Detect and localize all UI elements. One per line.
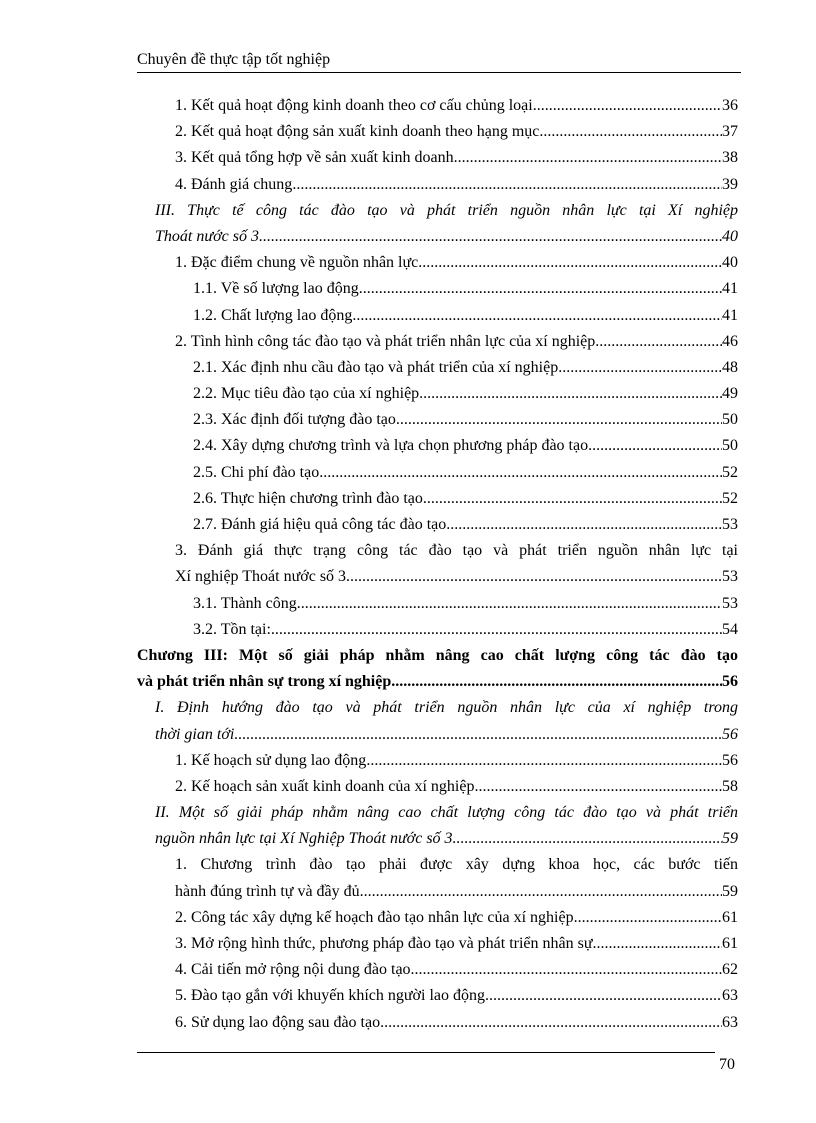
- toc-leader-dots: [234, 722, 722, 748]
- toc-entry-page: 40: [722, 227, 738, 245]
- toc-entry-title: 6. Sử dụng lao động sau đào tạo: [175, 1013, 381, 1031]
- toc-entry: [0, 381, 816, 407]
- toc-entry: [0, 722, 816, 748]
- toc-leader-dots: [292, 172, 722, 198]
- toc-entry-title: I. Định hướng đào tạo và phát triển nguồn nhân lực của xí nghiệp trong: [155, 699, 738, 717]
- toc-entry: [0, 669, 816, 695]
- toc-entry: [0, 276, 816, 302]
- toc-entry: [0, 538, 816, 564]
- toc-leader-dots: [446, 512, 722, 538]
- toc-entry-page: 61: [722, 935, 738, 952]
- toc-entry-page: 63: [722, 1013, 738, 1031]
- toc-entry-page: 52: [722, 489, 738, 507]
- toc-entry-title: 4. Cải tiến mở rộng nội dung đào tạo: [175, 961, 411, 979]
- toc-entry-title: 3. Mở rộng hình thức, phương pháp đào tạo và phát triển nhân sự: [175, 935, 593, 952]
- toc-entry: [0, 564, 816, 590]
- toc-leader-dots: [411, 957, 722, 983]
- toc-leader-dots: [533, 93, 722, 119]
- toc-entry-title: 2.3. Xác định đối tượng đào tạo: [193, 411, 396, 429]
- toc-entry-title: 1. Đặc điểm chung về nguồn nhân lực: [175, 254, 419, 272]
- toc-entry-title: và phát triển nhân sự trong xí nghiệp: [137, 673, 392, 691]
- toc-entry: [0, 957, 816, 983]
- toc-entry-title: 2. Công tác xây dựng kế hoạch đào tạo nhân lực của xí nghiệp: [175, 908, 574, 926]
- toc-entry: [0, 905, 816, 931]
- toc-entry-title: 4. Đánh giá chung: [175, 175, 293, 193]
- toc-entry-page: 53: [722, 516, 738, 533]
- toc-entry-title: thời gian tới: [155, 725, 235, 743]
- toc-entry: [0, 695, 816, 721]
- toc-leader-dots: [485, 983, 722, 1009]
- toc-entry-page: 53: [722, 594, 738, 612]
- toc-leader-dots: [319, 460, 722, 486]
- toc-entry-title: 2.4. Xây dựng chương trình và lựa chọn phương pháp đào tạo: [193, 437, 589, 455]
- toc-entry-page: 41: [722, 280, 738, 298]
- toc-entry-page: 56: [722, 673, 738, 691]
- toc-entry: [0, 355, 816, 381]
- toc-entry-title: Xí nghiệp Thoát nước số 3: [175, 568, 347, 586]
- toc-entry: [0, 198, 816, 224]
- toc-entry-title: 2. Kế hoạch sản xuất kinh doanh của xí nghiệp: [175, 777, 475, 795]
- toc-entry-page: 56: [722, 725, 738, 743]
- toc-leader-dots: [346, 564, 722, 590]
- toc-entry-title: 3.1. Thành công: [193, 594, 297, 612]
- toc-entry-page: 37: [722, 123, 738, 141]
- toc-entry: [0, 329, 816, 355]
- toc-leader-dots: [419, 381, 722, 407]
- toc-entry: [0, 512, 816, 538]
- toc-leader-dots: [454, 145, 722, 171]
- toc-leader-dots: [352, 303, 722, 329]
- toc-entry: [0, 931, 816, 957]
- toc-leader-dots: [423, 486, 722, 512]
- toc-entry-title: 1. Chương trình đào tạo phải được xây dựng khoa học, các bước tiến: [175, 856, 738, 874]
- toc-leader-dots: [396, 407, 722, 433]
- toc-entry: [0, 879, 816, 905]
- toc-entry-page: 41: [722, 306, 738, 324]
- toc-entry-page: 56: [722, 751, 738, 769]
- toc-entry: [0, 826, 816, 852]
- toc-entry: [0, 617, 816, 643]
- toc-entry-title: 1. Kế hoạch sử dụng lao động: [175, 751, 367, 769]
- toc-entry-page: 46: [722, 332, 738, 350]
- toc-leader-dots: [453, 826, 722, 852]
- toc-entry: [0, 983, 816, 1009]
- toc-entry: [0, 250, 816, 276]
- toc-entry: [0, 93, 816, 119]
- toc-leader-dots: [297, 591, 722, 617]
- toc-entry-title: 2.6. Thực hiện chương trình đào tạo: [193, 489, 423, 507]
- toc-entry-page: 59: [722, 882, 738, 900]
- toc-entry: [0, 643, 816, 669]
- toc-entry: [0, 119, 816, 145]
- page-header: [137, 50, 741, 73]
- toc-entry-title: 3.2. Tồn tại:: [193, 620, 271, 638]
- toc-leader-dots: [595, 329, 722, 355]
- toc-entry-page: 40: [722, 254, 738, 272]
- toc-entry-page: 62: [722, 961, 738, 979]
- toc-entry-title: 2. Tình hình công tác đào tạo và phát triển nhân lực của xí nghiệp: [175, 332, 596, 350]
- toc-leader-dots: [574, 905, 722, 931]
- toc-entry-title: nguồn nhân lực tại Xí Nghiệp Thoát nước số 3: [155, 830, 453, 848]
- toc-leader-dots: [359, 276, 722, 302]
- toc-entry-title: 1.1. Về số lượng lao động: [193, 280, 359, 298]
- toc-leader-dots: [366, 748, 722, 774]
- toc-entry: [0, 800, 816, 826]
- toc-entry-page: 39: [722, 175, 738, 193]
- toc-entry-title: 1. Kết quả hoạt động kinh doanh theo cơ cấu chủng loại: [175, 97, 533, 114]
- toc-leader-dots: [593, 931, 722, 957]
- toc-leader-dots: [539, 119, 722, 145]
- toc-entry: [0, 303, 816, 329]
- toc-entry: [0, 852, 816, 878]
- table-of-contents: [0, 93, 816, 1036]
- header-title: Chuyên đề thực tập tốt nghiệp: [137, 51, 331, 68]
- toc-entry: [0, 591, 816, 617]
- toc-entry-title: 1.2. Chất lượng lao động: [193, 306, 353, 324]
- toc-entry: [0, 407, 816, 433]
- toc-entry: [0, 486, 816, 512]
- toc-leader-dots: [558, 355, 722, 381]
- toc-entry: [0, 774, 816, 800]
- toc-entry-page: 53: [722, 568, 738, 586]
- toc-entry-title: 2.7. Đánh giá hiệu quả công tác đào tạo: [193, 516, 447, 533]
- toc-entry-page: 50: [722, 411, 738, 429]
- toc-entry: [0, 748, 816, 774]
- toc-entry-page: 48: [722, 358, 738, 376]
- toc-entry-page: 61: [722, 908, 738, 926]
- toc-entry: [0, 224, 816, 250]
- toc-entry: [0, 460, 816, 486]
- toc-entry-title: III. Thực tế công tác đào tạo và phát triển nguồn nhân lực tại Xí nghiệp: [155, 201, 738, 219]
- toc-entry-page: 59: [722, 830, 738, 848]
- toc-leader-dots: [418, 250, 722, 276]
- toc-entry-title: 2. Kết quả hoạt động sản xuất kinh doanh theo hạng mục: [175, 123, 540, 141]
- page-number: 70: [719, 1056, 735, 1073]
- toc-entry: [0, 1010, 816, 1036]
- toc-leader-dots: [588, 433, 722, 459]
- toc-entry-title: 2.5. Chi phí đào tạo: [193, 463, 320, 481]
- toc-entry-page: 63: [722, 987, 738, 1005]
- toc-entry-title: 3. Kết quả tổng hợp về sản xuất kinh doanh: [175, 149, 454, 167]
- toc-entry-page: 52: [722, 463, 738, 481]
- toc-entry-title: 5. Đào tạo gắn với khuyến khích người lao động: [175, 987, 485, 1005]
- toc-entry-page: 38: [722, 149, 738, 167]
- toc-entry: [0, 172, 816, 198]
- footer-divider: [137, 1052, 715, 1053]
- toc-leader-dots: [380, 1010, 722, 1036]
- toc-entry-title: 2.2. Mục tiêu đào tạo của xí nghiệp: [193, 385, 420, 403]
- toc-entry: [0, 433, 816, 459]
- toc-entry-title: 2.1. Xác định nhu cầu đào tạo và phát triển của xí nghiệp: [193, 358, 559, 376]
- toc-entry: [0, 145, 816, 171]
- toc-entry-title: Chương III: Một số giải pháp nhằm nâng cao chất lượng công tác đào tạo: [137, 646, 738, 664]
- toc-entry-page: 49: [722, 385, 738, 403]
- toc-entry-title: 3. Đánh giá thực trạng công tác đào tạo và phát triển nguồn nhân lực tại: [175, 542, 738, 560]
- toc-leader-dots: [259, 224, 722, 250]
- toc-entry-page: 58: [722, 777, 738, 795]
- toc-entry-title: Thoát nước số 3: [155, 227, 259, 245]
- toc-leader-dots: [474, 774, 722, 800]
- toc-entry-title: II. Một số giải pháp nhằm nâng cao chất lượng công tác đào tạo và phát triển: [155, 804, 738, 822]
- toc-entry-page: 36: [722, 97, 738, 114]
- toc-leader-dots: [360, 879, 722, 905]
- toc-entry-title: hành đúng trình tự và đầy đủ: [175, 882, 360, 900]
- toc-leader-dots: [271, 617, 722, 643]
- toc-leader-dots: [391, 669, 722, 695]
- toc-entry-page: 54: [722, 620, 738, 638]
- toc-entry-page: 50: [722, 437, 738, 455]
